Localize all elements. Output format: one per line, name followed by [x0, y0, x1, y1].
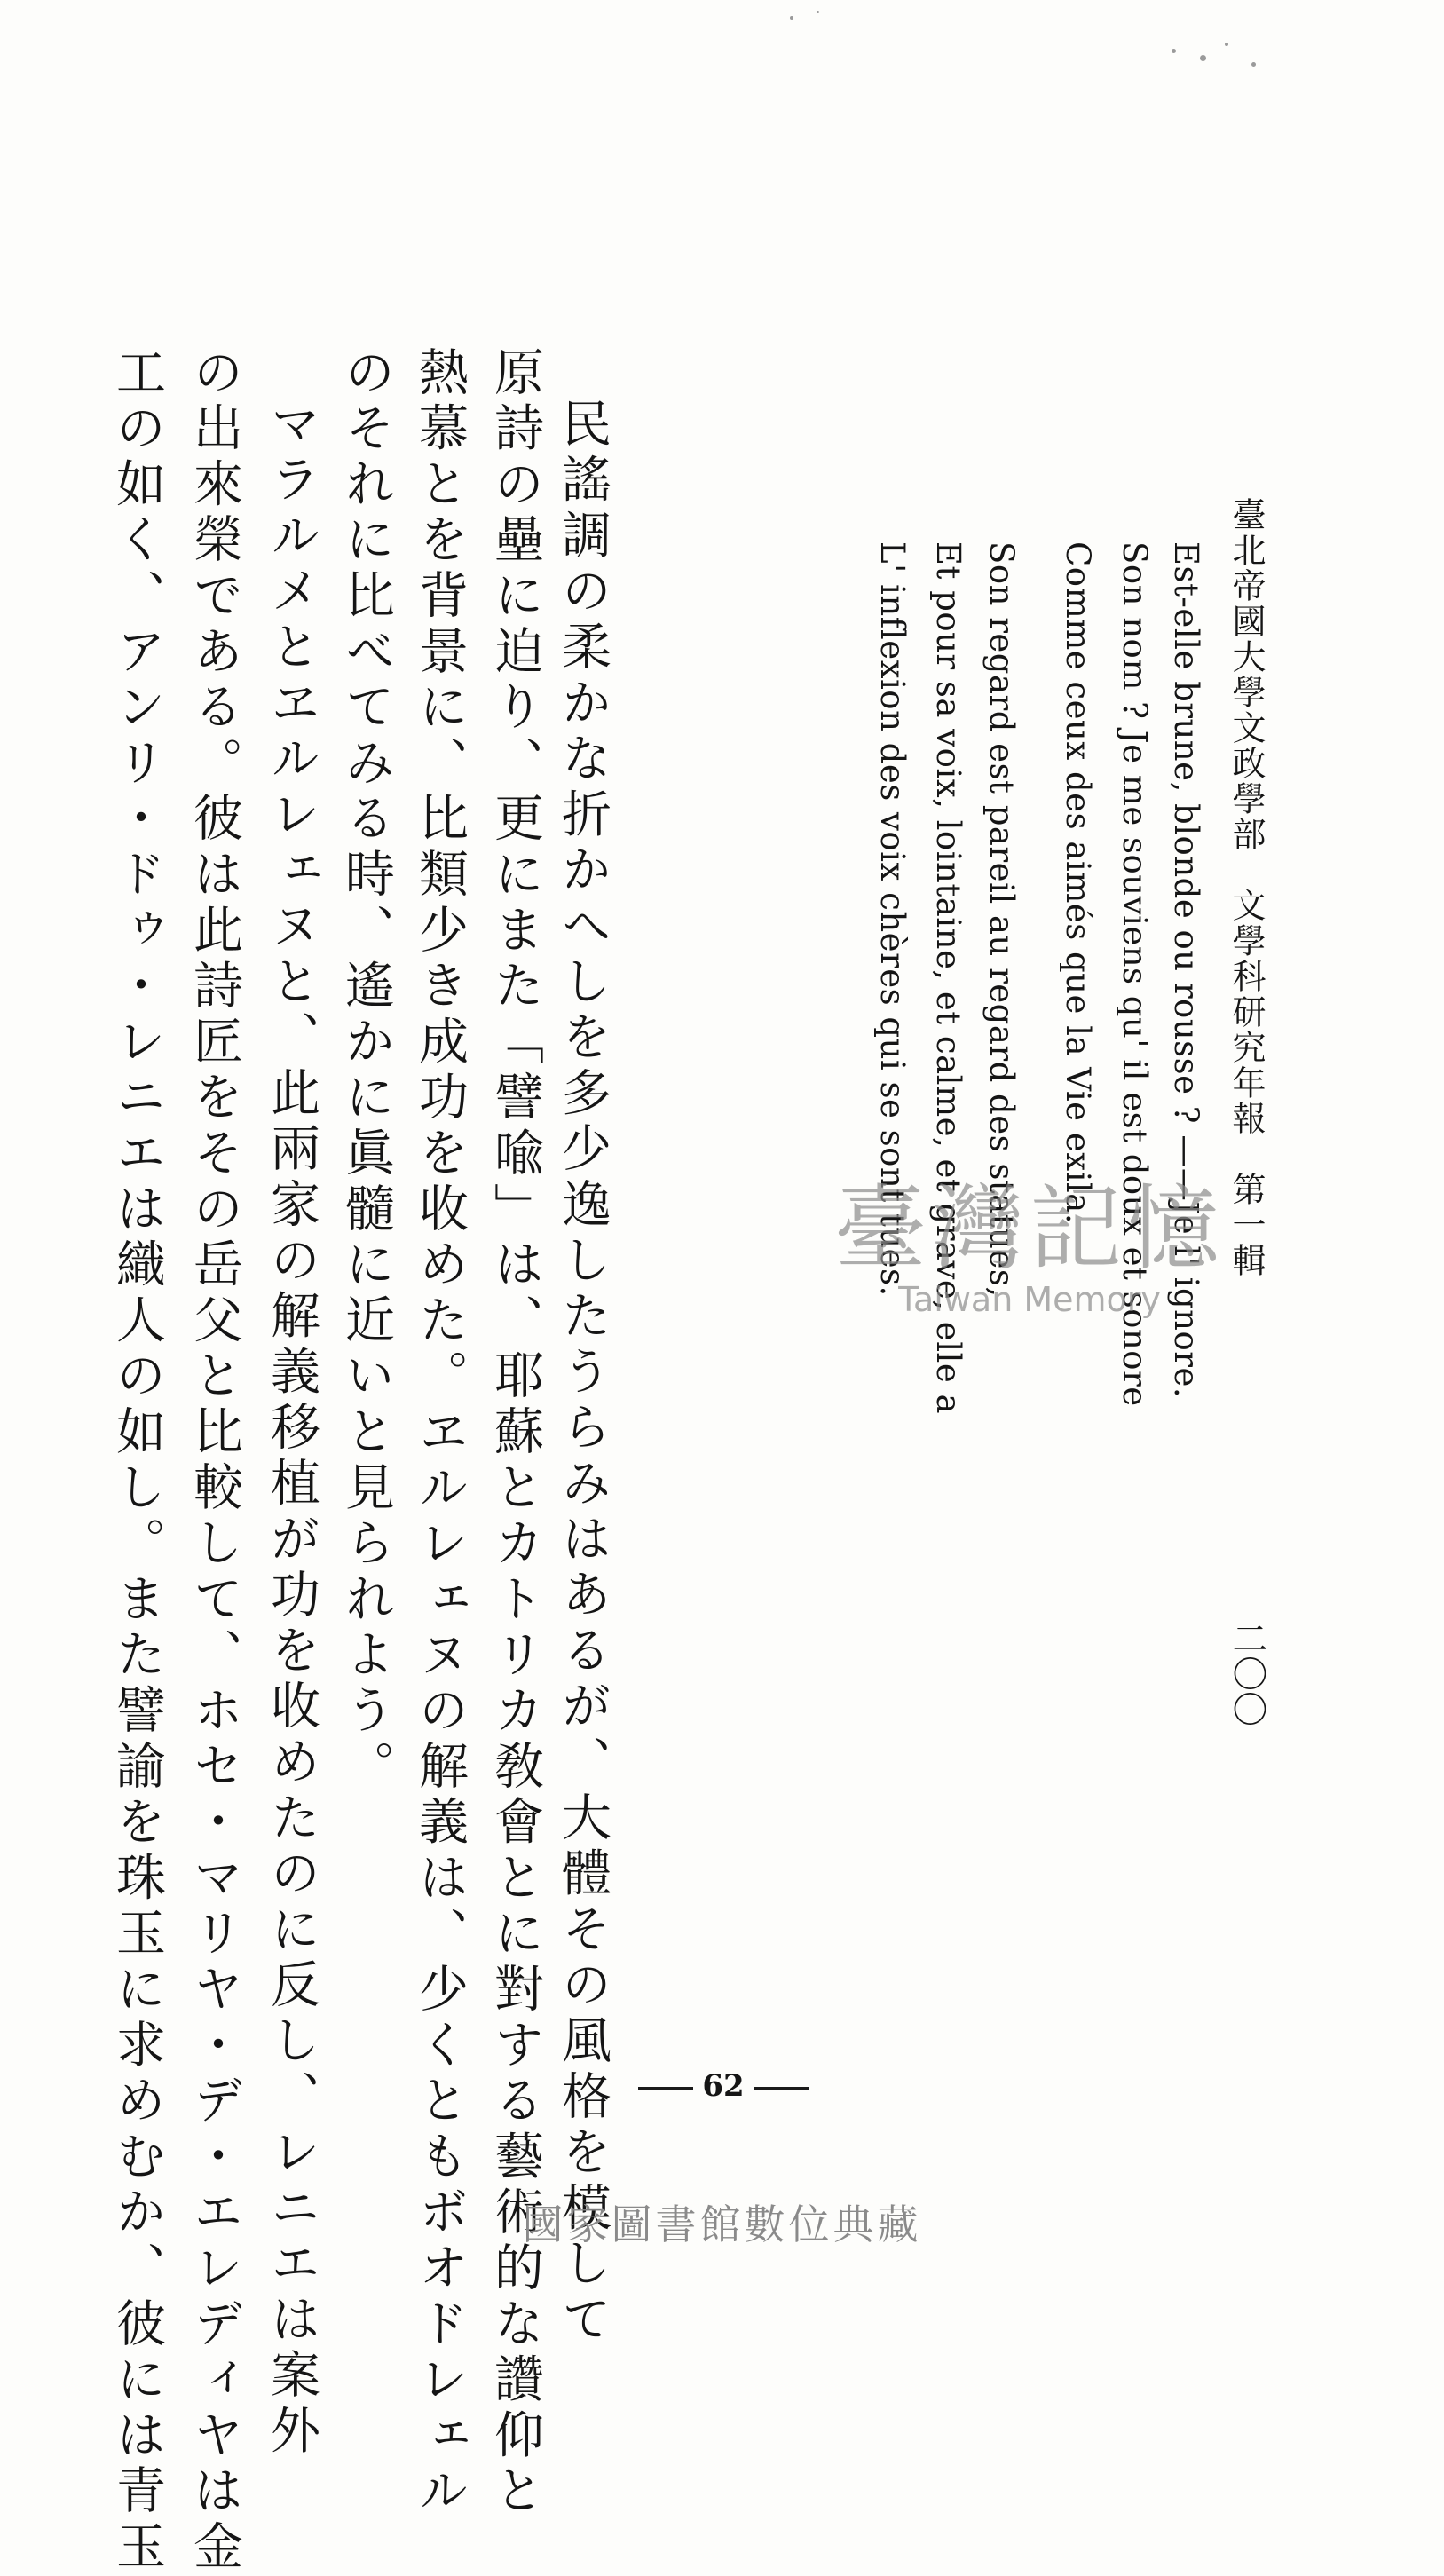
body-column: 民謠調の柔かな折かへしを多少逸したうらみはあるが、大體その風格を模して	[554, 398, 612, 2349]
body-column: のそれに比べてみる時、遙かに眞髓に近いと見られよう。	[337, 346, 395, 1796]
poem-line: Son nom ? Je me souviens qu' il est doux et sonore	[1116, 541, 1154, 1407]
scan-speck	[817, 11, 819, 13]
watermark	[781, 1154, 1278, 1319]
poem-line: L' inflexion des voix chères qui se sont tues.	[873, 541, 911, 1297]
scan-speck	[1251, 62, 1256, 67]
body-column: 熱慕とを背景に、比類少き成功を收めた。ヱルレェヌの解義は、少くともボオドレェル	[411, 346, 469, 2521]
poem-line: Et pour sa voix, lointaine, et calme, et grave, elle a	[929, 541, 967, 1415]
running-header: 臺北帝國大學文政學部 文學科研究年報 第一輯	[1227, 497, 1266, 1278]
page-number-kanji: 二〇〇	[1227, 1620, 1267, 1727]
scan-speck	[790, 16, 793, 20]
body-column: 原詩の壘に迫り、更にまた「譬喩」は、耶蘇とカトリカ敎會とに對する藝術的な讚仰と	[486, 346, 544, 2521]
watermark-english: Taiwan Memory	[898, 1280, 1161, 1319]
scan-speck	[1225, 43, 1228, 46]
watermark-logo-text: 臺灣記憶	[833, 1174, 1225, 1283]
body-column: の出來榮である。彼は此詩匠をその岳父と比較して、ホセ・マリヤ・デ・エレディヤは金	[185, 346, 243, 2576]
folio-dash-left	[638, 2087, 693, 2090]
poem-line: Est-elle brune, blonde ou rousse ? ——Je l' ignore.	[1167, 541, 1205, 1399]
folio-number: 62	[702, 2068, 745, 2104]
poem-line: Comme ceux des aimés que la Vie exila.	[1059, 541, 1097, 1225]
scan-speck	[1172, 49, 1176, 53]
poem-line: Son regard est pareil au regard des statues,	[982, 541, 1021, 1298]
body-column: マラルメとヱルレェヌと、此兩家の解義移植が功を收めたのに反し、レニエは案外	[263, 398, 320, 2461]
folio-dash-right	[754, 2087, 809, 2090]
folio	[533, 2068, 914, 2104]
footer-credit: 國家圖書館數位典藏	[522, 2201, 922, 2248]
scan-speck	[1200, 55, 1206, 61]
body-column: 工の如く、アンリ・ドゥ・レニエは織人の如し。また譬諭を珠玉に求めむか、彼には青玉	[108, 346, 166, 2576]
